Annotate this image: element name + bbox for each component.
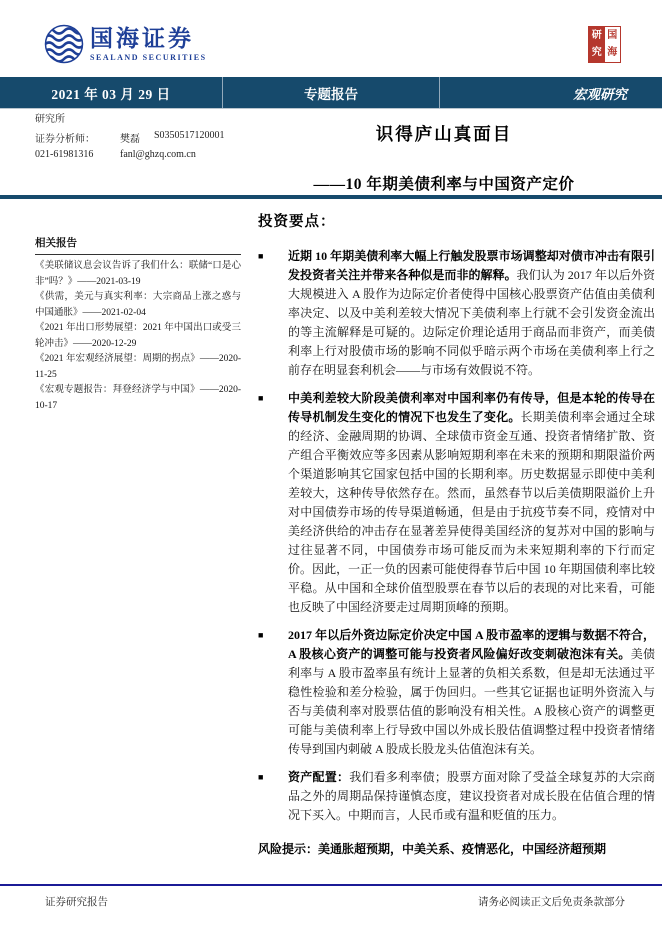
key-point-item — [258, 768, 655, 825]
report-category: 宏观研究 — [573, 86, 627, 102]
bullet-body: 美债利率与 A 股市盈率虽有统计上显著的负相关系数，但是却无法通过平稳性检验和差分检验，属于伪回归。一些其它证据也证明外资流入与否与美债利率对股票估值的影响没有相关性。A 股核心资产的调整更可能与美债利率上行导致中国以外成长股估值调整过程中投资者情绪传导到国内刺破 A 股成长股龙头估值泡沫有关。 — [288, 647, 655, 756]
related-report-item: 《美联储议息会议告诉了我们什么：联储“口是心非”吗？》——2021-03-19 — [35, 261, 241, 287]
logo-name-cn: 国海证券 — [90, 26, 194, 51]
analyst-label: 证券分析师： — [35, 133, 95, 145]
footer-divider-rule — [0, 884, 662, 886]
company-logo — [44, 24, 207, 64]
bullet-lead: 资产配置： — [288, 770, 350, 784]
key-point-item — [258, 389, 655, 617]
report-type: 专题报告 — [222, 77, 440, 108]
bullet-body: 我们看多利率债；股票方面对除了受益全球复苏的大宗商品之外的周期品保持谨慎态度，建议投资者对成长股在估值合理的情况下买入。中期而言，人民币或有温和贬值的压力。 — [288, 770, 655, 822]
institute-label: 研究所 — [35, 114, 65, 125]
bullet-lead: 中美利差较大阶段美债利率对中国利率仍有传导，但是本轮的传导在传导机制发生变化的情况下也发生了变化。 — [288, 391, 655, 424]
related-reports-panel — [35, 235, 241, 414]
analyst-email: fanl@ghzq.com.cn — [120, 149, 196, 160]
related-report-item: 《供需，美元与真实利率：大宗商品上涨之惑与中国通胀》——2021-02-04 — [35, 292, 241, 318]
key-point-item — [258, 247, 655, 380]
related-report-item: 《2021 年出口形势展望：2021 年中国出口或受三轮冲击》——2020-12-29 — [35, 323, 241, 349]
bullet-square-icon: ■ — [258, 251, 264, 261]
seal-char: 研 — [589, 27, 605, 45]
company-seal-stamp — [588, 26, 621, 63]
bullet-square-icon: ■ — [258, 772, 264, 782]
footer-left-label: 证券研究报告 — [45, 897, 108, 908]
analyst-phone: 021-61981316 — [35, 149, 94, 160]
risk-warning: 风险提示：美通胀超预期，中美关系、疫情恶化，中国经济超预期 — [258, 842, 607, 856]
key-points-heading: 投资要点： — [258, 214, 336, 230]
report-title-block — [258, 121, 630, 194]
key-points-list — [258, 247, 655, 859]
report-subtitle: ——10 年期美债利率与中国资产定价 — [313, 176, 575, 193]
bullet-lead: 2017 年以后外资边际定价决定中国 A 股市盈率的逻辑与数据不符合，A 股核心资产的调整可能与投资者风险偏好改变刺破泡沫有关。 — [288, 628, 655, 661]
related-report-item: 《2021 年宏观经济展望：周期的拐点》——2020-11-25 — [35, 354, 241, 380]
footer-disclaimer: 请务必阅读正文后免责条款部分 — [478, 897, 625, 908]
bullet-body: 我们认为 2017 年以后外资大规模进入 A 股作为边际定价者使得中国核心股票资产估值由美债利率决定、以及中美利差较大情况下美债利率上行就不会引发资金流出的等主流解释是可疑的。边际定价理论适用于商品而非资产，而美债利率上行对股债市场的影响不同似乎暗示两个市场在美债利率上行之前存在明显套利机会——与市场有效假说不符。 — [288, 268, 655, 377]
analyst-block — [35, 110, 265, 165]
seal-char: 究 — [589, 45, 605, 63]
bullet-body: 长期美债利率会通过全球的经济、金融周期的协调、全球债市资金互通、投资者情绪扩散、资产组合平衡效应等多因素从影响短期利率在未来的预期和期限溢价两个渠道影响其它国家包括中国的长期利率。历史数据显示即使中美利差较大，这种传导依然存在。然而，虽然春节以后美债期限溢价上升对中国债券市场的传导渠道畅通，但是由于抗疫节奏不同，疫情对中美经济供给的冲击存在显著差异使得美国经济的复苏对中国的影响与过往显著不同，中国债券市场可能反而为未来短期利率的下行而定价。因此，一正一负的因素可能使得春节后中国 10 年期国债利率比较平稳。从中国和全球价值型股票在春节以后的表现的对比来看，可能也反映了中国经济要走过周期顶峰的预期。 — [288, 410, 655, 614]
analyst-name: 樊磊 — [120, 133, 140, 145]
key-point-item — [258, 626, 655, 759]
seal-char: 海 — [605, 45, 621, 63]
logo-name-en: SEALAND SECURITIES — [90, 53, 207, 63]
header-bar — [0, 77, 662, 108]
footer — [45, 894, 625, 909]
bullet-lead: 近期 10 年期美债利率大幅上行触发股票市场调整却对债市冲击有限引发投资者关注并带来各种似是而非的解释。 — [288, 249, 655, 282]
related-reports-heading: 相关报告 — [35, 235, 241, 255]
analyst-license-id: S0350517120001 — [154, 129, 225, 141]
report-title: 识得庐山真面目 — [375, 124, 513, 144]
report-date: 2021 年 03 月 29 日 — [51, 86, 171, 102]
seal-char: 国 — [605, 27, 621, 45]
bullet-square-icon: ■ — [258, 630, 264, 640]
bullet-square-icon: ■ — [258, 393, 264, 403]
title-divider-rule — [0, 195, 662, 199]
logo-wave-icon — [44, 24, 84, 64]
related-report-item: 《宏观专题报告：拜登经济学与中国》——2020-10-17 — [35, 385, 241, 411]
